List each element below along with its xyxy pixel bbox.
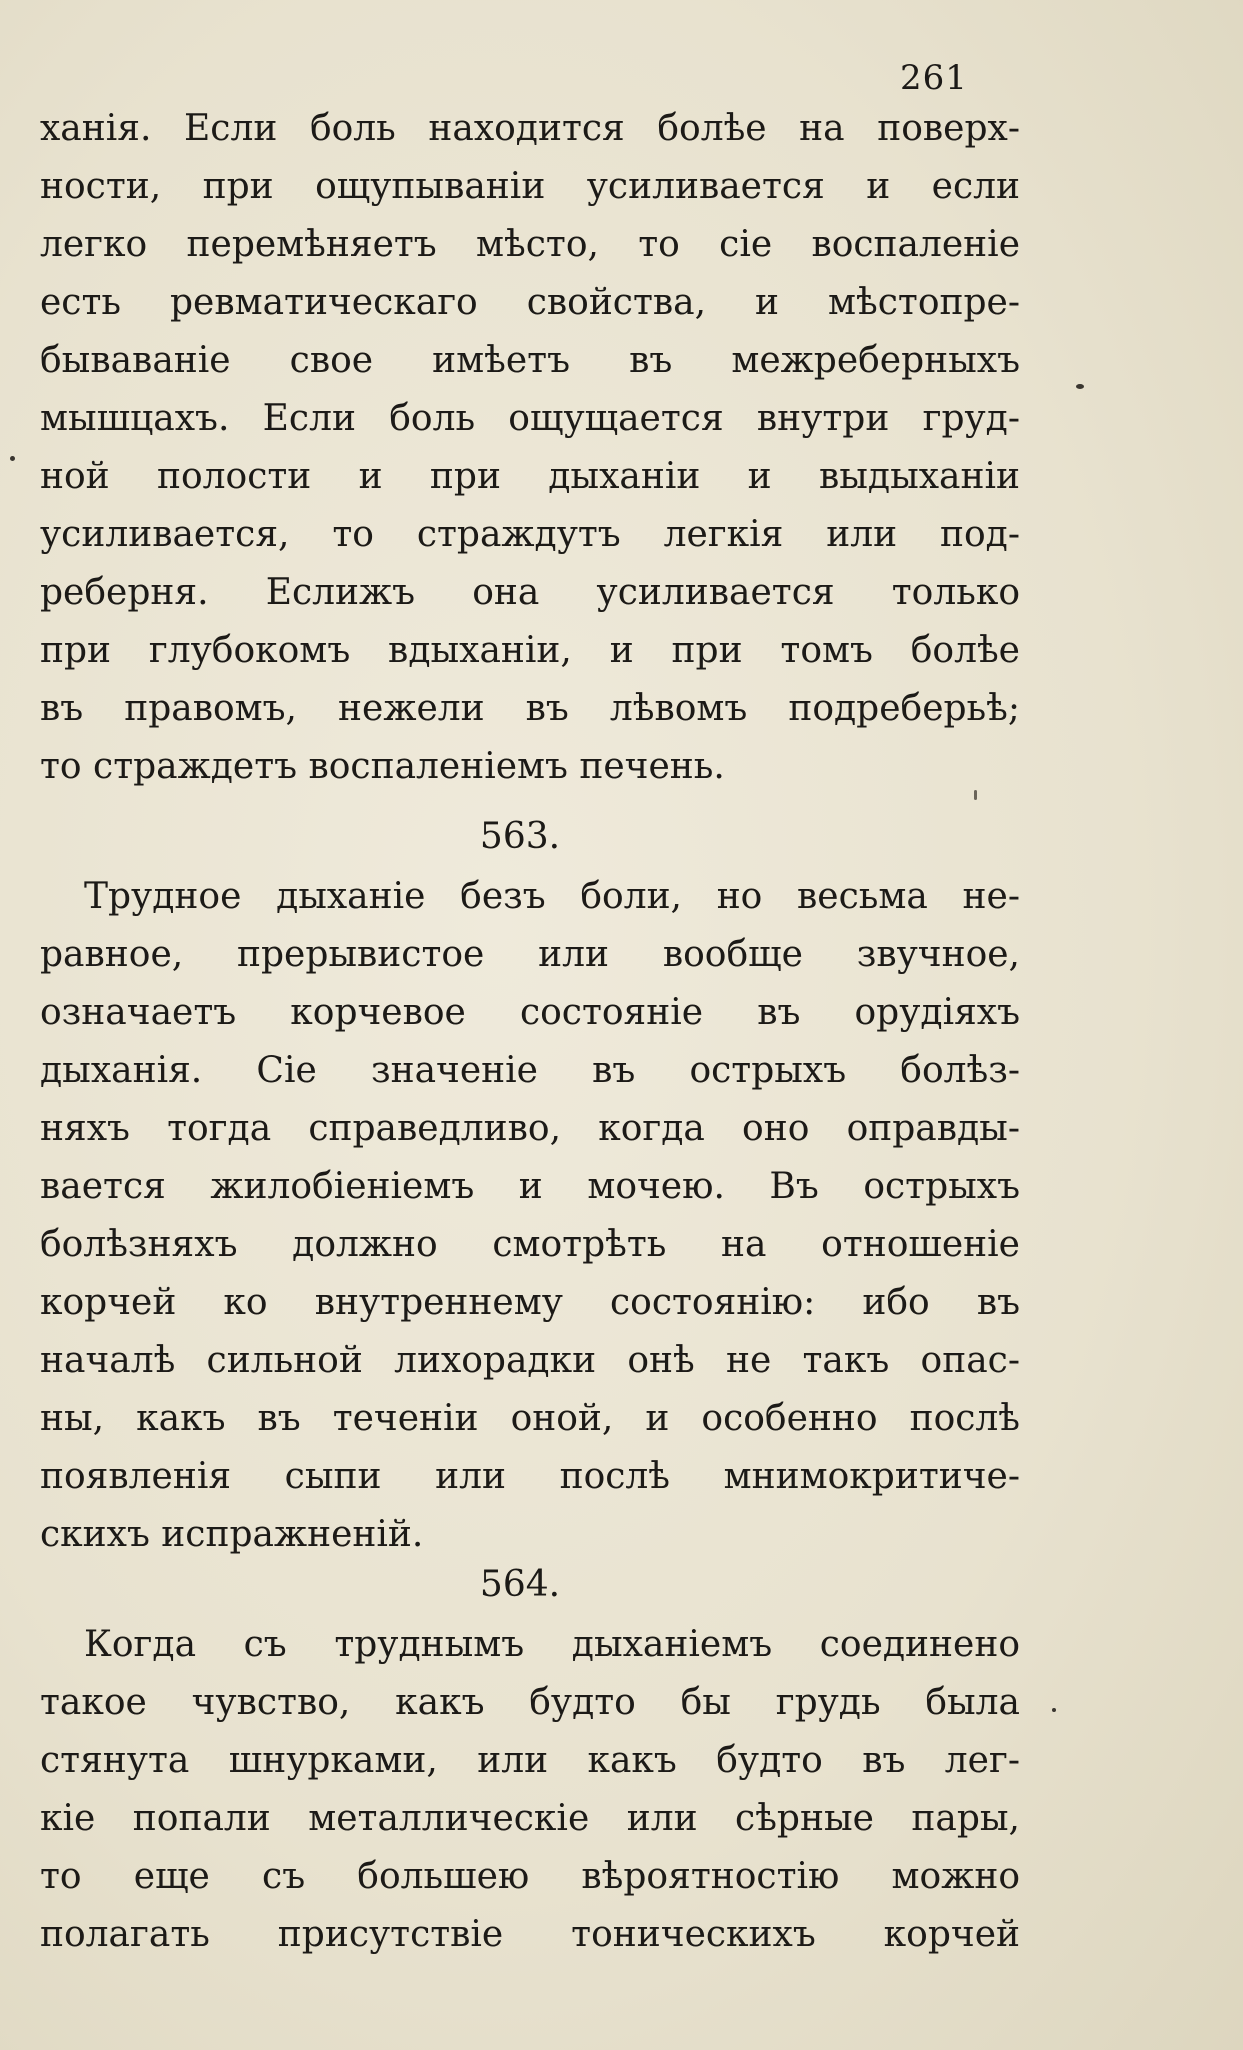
text-line: вается жилобіеніемъ и мочею. Въ острыхъ bbox=[40, 1166, 1020, 1207]
text-line: Когда съ труднымъ дыханіемъ соединено bbox=[84, 1624, 1020, 1665]
section-number-564: 564. bbox=[479, 1564, 561, 1605]
text-line: легко перемѣняетъ мѣсто, то сіе воспаленіе bbox=[40, 224, 1020, 265]
text-line: такое чувство, какъ будто бы грудь была bbox=[40, 1682, 1020, 1723]
text-line: ны, какъ въ теченіи оной, и особенно послѣ bbox=[40, 1398, 1020, 1439]
text-line: въ правомъ, нежели въ лѣвомъ подреберьѣ; bbox=[40, 688, 1020, 729]
text-line: болѣзняхъ должно смотрѣть на отношеніе bbox=[40, 1224, 1020, 1265]
page-number: 261 bbox=[900, 58, 968, 98]
paragraph-3 bbox=[40, 1616, 1020, 1964]
text-line: усиливается, то страждутъ легкія или под- bbox=[40, 514, 1020, 555]
paper-speck bbox=[974, 790, 977, 800]
paragraph-2 bbox=[40, 868, 1020, 1564]
paper-speck bbox=[10, 456, 15, 461]
text-line: появленія сыпи или послѣ мнимокритиче- bbox=[40, 1456, 1020, 1497]
text-line: корчей ко внутреннему состоянію: ибо въ bbox=[40, 1282, 1020, 1323]
text-line: ханія. Если боль находится болѣе на поверх- bbox=[40, 108, 1020, 149]
text-line: бываваніе свое имѣетъ въ межреберныхъ bbox=[40, 340, 1020, 381]
section-number-563: 563. bbox=[479, 816, 561, 857]
text-line: мышцахъ. Если боль ощущается внутри груд- bbox=[40, 398, 1020, 439]
text-line: дыханія. Сіе значеніе въ острыхъ болѣз- bbox=[40, 1050, 1020, 1091]
text-line: при глубокомъ вдыханіи, и при томъ болѣе bbox=[40, 630, 1020, 671]
text-line: то еще съ большею вѣроятностію можно bbox=[40, 1856, 1020, 1897]
text-line: реберня. Еслижъ она усиливается только bbox=[40, 572, 1020, 613]
paper-speck bbox=[1076, 384, 1084, 389]
text-line: стянута шнурками, или какъ будто въ лег- bbox=[40, 1740, 1020, 1781]
text-line: ности, при ощупываніи усиливается и если bbox=[40, 166, 1020, 207]
text-line: равное, прерывистое или вообще звучное, bbox=[40, 934, 1020, 975]
paragraph-1 bbox=[40, 100, 1020, 796]
text-line: скихъ испражненій. bbox=[40, 1514, 424, 1555]
text-line: ной полости и при дыханіи и выдыханіи bbox=[40, 456, 1020, 497]
text-line: то страждетъ воспаленіемъ печень. bbox=[40, 746, 725, 787]
text-line: есть ревматическаго свойства, и мѣстопре- bbox=[40, 282, 1020, 323]
text-line: полагать присутствіе тоническихъ корчей bbox=[40, 1914, 1020, 1955]
text-line: началѣ сильной лихорадки онѣ не такъ опас- bbox=[40, 1340, 1020, 1381]
paper-speck bbox=[1052, 1708, 1056, 1712]
text-line: кіе попали металлическіе или сѣрные пары, bbox=[40, 1798, 1020, 1839]
text-line: Трудное дыханіе безъ боли, но весьма не- bbox=[84, 876, 1020, 917]
text-line: означаетъ корчевое состояніе въ орудіяхъ bbox=[40, 992, 1020, 1033]
text-line: няхъ тогда справедливо, когда оно оправды- bbox=[40, 1108, 1020, 1149]
